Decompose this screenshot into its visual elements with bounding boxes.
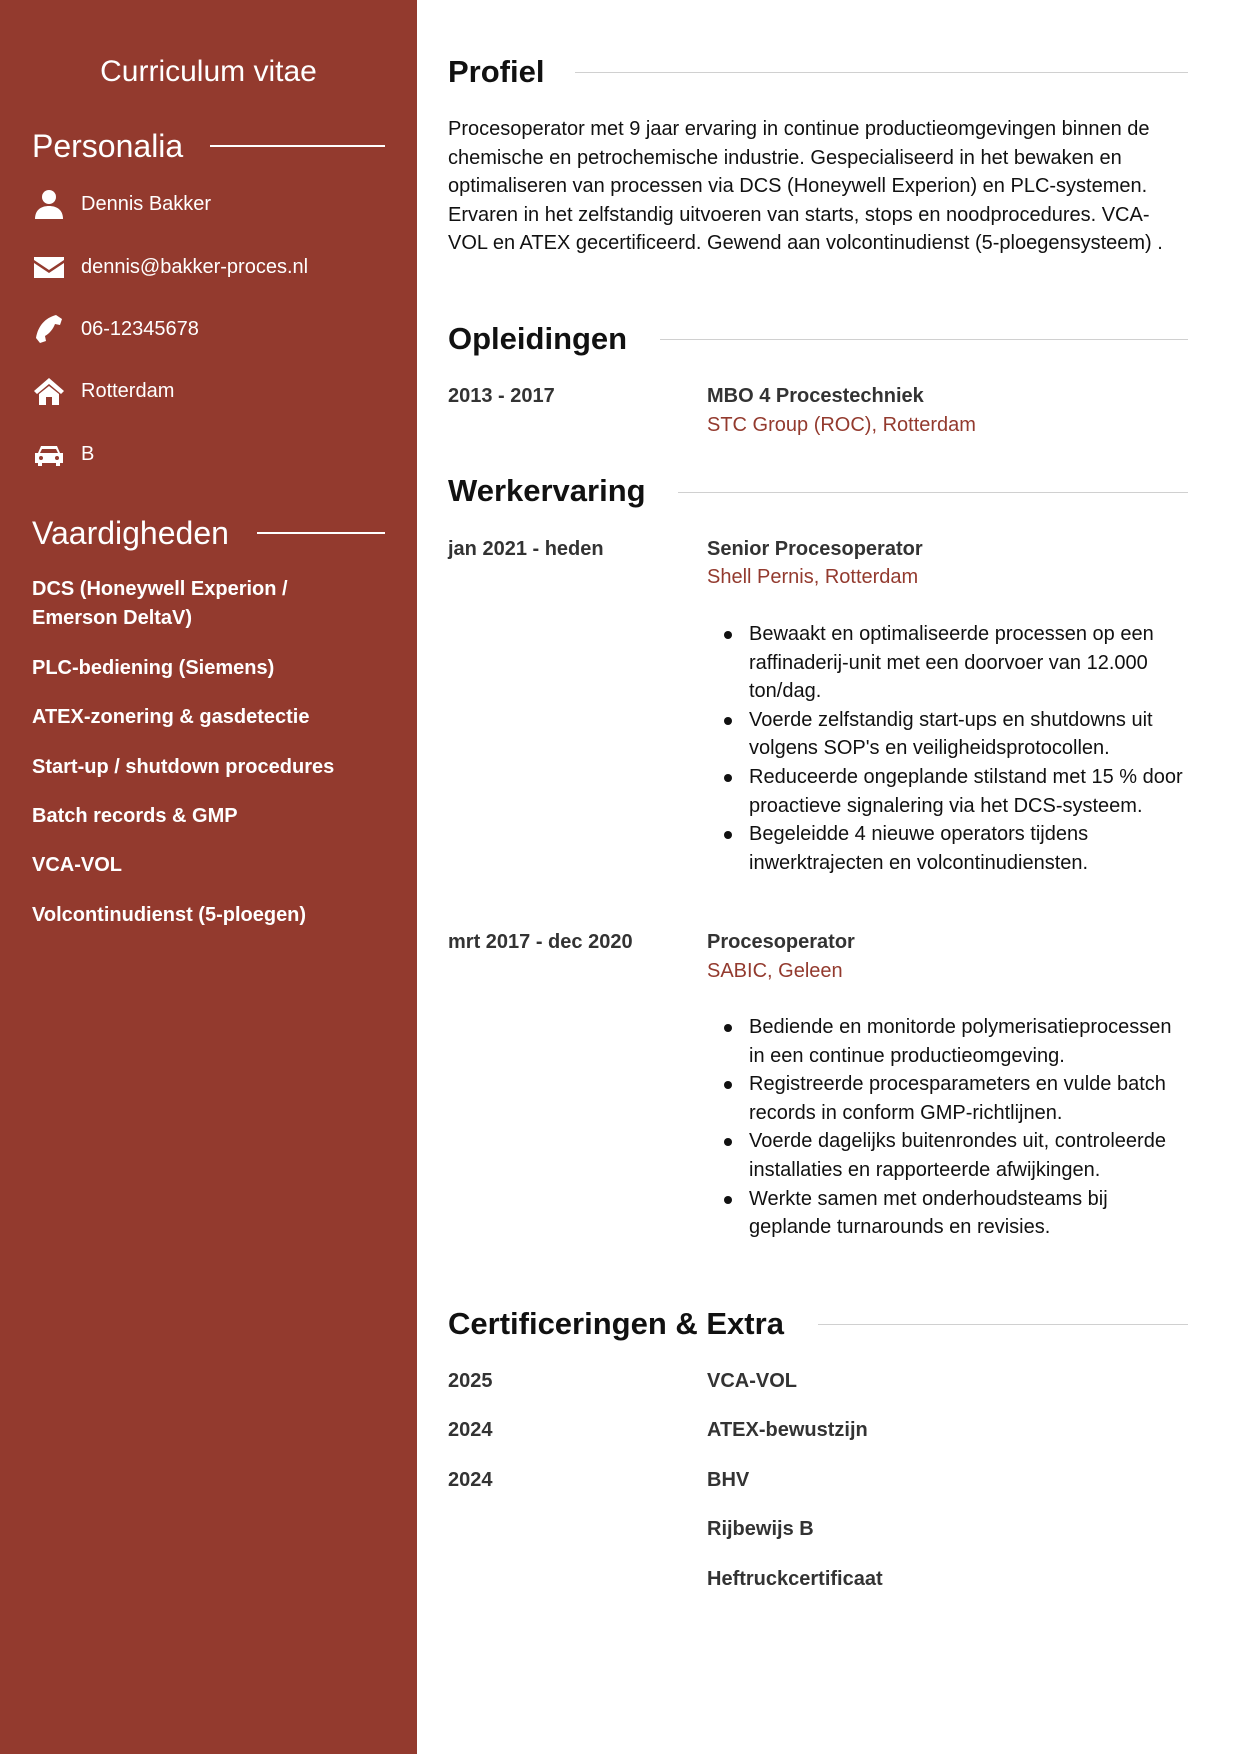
skill-item: Batch records & GMP bbox=[32, 805, 238, 827]
education-title: MBO 4 Procestechniek bbox=[707, 385, 924, 407]
cert-year: 2025 bbox=[448, 1370, 493, 1392]
job-employer: Shell Pernis, Rotterdam bbox=[707, 566, 919, 588]
skill-item: ATEX-zonering & gasdetectie bbox=[32, 706, 310, 728]
job-bullets bbox=[707, 620, 1187, 877]
skill-item: DCS (Honeywell Experion / Emerson DeltaV) bbox=[32, 578, 288, 629]
job-bullet: Registreerde procesparameters en vulde batch records in conform GMP-richtlijnen. bbox=[707, 1070, 1187, 1127]
education-heading: Opleidingen bbox=[448, 321, 628, 356]
skills-heading: Vaardigheden bbox=[32, 515, 229, 551]
job-employer: SABIC, Geleen bbox=[707, 960, 843, 982]
contact-email[interactable] bbox=[32, 249, 309, 285]
contact-license bbox=[32, 436, 95, 472]
job-bullet: Voerde zelfstandig start-ups en shutdowns uit volgens SOP's en veiligheidsprotocollen. bbox=[707, 706, 1187, 763]
skill-item: Start-up / shutdown procedures bbox=[32, 756, 335, 778]
contact-city bbox=[32, 373, 175, 409]
job-period: jan 2021 - heden bbox=[448, 538, 604, 560]
skills-divider bbox=[257, 532, 385, 534]
job-bullet: Bediende en monitorde polymerisatieprocessen in een continue productieomgeving. bbox=[707, 1013, 1187, 1070]
cert-name: BHV bbox=[707, 1469, 750, 1491]
cert-name: VCA-VOL bbox=[707, 1370, 797, 1392]
job-bullets bbox=[707, 1013, 1187, 1242]
certs-heading: Certificeringen & Extra bbox=[448, 1306, 784, 1341]
cert-name: ATEX-bewustzijn bbox=[707, 1419, 868, 1441]
education-school: STC Group (ROC), Rotterdam bbox=[707, 414, 976, 436]
skill-item: VCA-VOL bbox=[32, 854, 122, 876]
skill-item: PLC-bediening (Siemens) bbox=[32, 657, 275, 679]
personalia-heading: Personalia bbox=[32, 128, 184, 164]
skill-item: Volcontinudienst (5-ploegen) bbox=[32, 904, 307, 926]
contact-city-text: Rotterdam bbox=[81, 380, 175, 402]
work-divider bbox=[678, 492, 1188, 493]
contact-phone[interactable] bbox=[32, 311, 199, 347]
job-bullet: Reduceerde ongeplande stilstand met 15 % door proactieve signalering via het DCS-systeem. bbox=[707, 763, 1187, 820]
certs-divider bbox=[818, 1324, 1188, 1325]
job-title: Procesoperator bbox=[707, 931, 855, 953]
profile-heading: Profiel bbox=[448, 54, 545, 89]
car-icon bbox=[32, 437, 66, 471]
cert-name: Heftruckcertificaat bbox=[707, 1568, 883, 1590]
job-bullet: Voerde dagelijks buitenrondes uit, controleerde installaties en rapporteerde afwijkingen. bbox=[707, 1127, 1187, 1184]
user-icon bbox=[32, 187, 66, 221]
cert-name: Rijbewijs B bbox=[707, 1518, 814, 1540]
job-bullet: Bewaakt en optimaliseerde processen op een raffinaderij-unit met een doorvoer van 12.000 ton/dag. bbox=[707, 620, 1187, 706]
cv-title: Curriculum vitae bbox=[100, 55, 317, 88]
personalia-divider bbox=[210, 145, 385, 147]
contact-phone-text[interactable]: 06-12345678 bbox=[81, 318, 199, 340]
contact-email-text[interactable]: dennis@bakker-proces.nl bbox=[81, 256, 309, 278]
main-content bbox=[448, 0, 1188, 1754]
sidebar bbox=[0, 0, 417, 1754]
profile-divider bbox=[575, 72, 1188, 73]
contact-name bbox=[32, 186, 212, 222]
education-period: 2013 - 2017 bbox=[448, 385, 555, 407]
cert-year: 2024 bbox=[448, 1469, 493, 1491]
job-bullet: Begeleidde 4 nieuwe operators tijdens inwerktrajecten en volcontinudiensten. bbox=[707, 820, 1187, 877]
profile-text: Procesoperator met 9 jaar ervaring in continue productieomgevingen binnen de chemische en petrochemische industrie. Gespecialiseerd in het bewaken en optimaliseren van processen via DCS (Honeywell Experion) en PLC-systemen. Ervaren in het zelfstandig uitvoeren van starts, stops en noodprocedures. VCA-VOL en ATEX gecertificeerd. Gewend aan volcontinudienst (5-ploegensysteem) . bbox=[448, 118, 1163, 255]
home-icon bbox=[32, 374, 66, 408]
contact-license-text: B bbox=[81, 443, 95, 465]
job-period: mrt 2017 - dec 2020 bbox=[448, 931, 633, 953]
job-bullet: Werkte samen met onderhoudsteams bij geplande turnarounds en revisies. bbox=[707, 1185, 1187, 1242]
job-title: Senior Procesoperator bbox=[707, 538, 923, 560]
education-divider bbox=[660, 339, 1188, 340]
phone-icon bbox=[32, 312, 66, 346]
contact-name-text: Dennis Bakker bbox=[81, 193, 212, 215]
envelope-icon bbox=[32, 250, 66, 284]
cert-year: 2024 bbox=[448, 1419, 493, 1441]
work-heading: Werkervaring bbox=[448, 473, 646, 508]
